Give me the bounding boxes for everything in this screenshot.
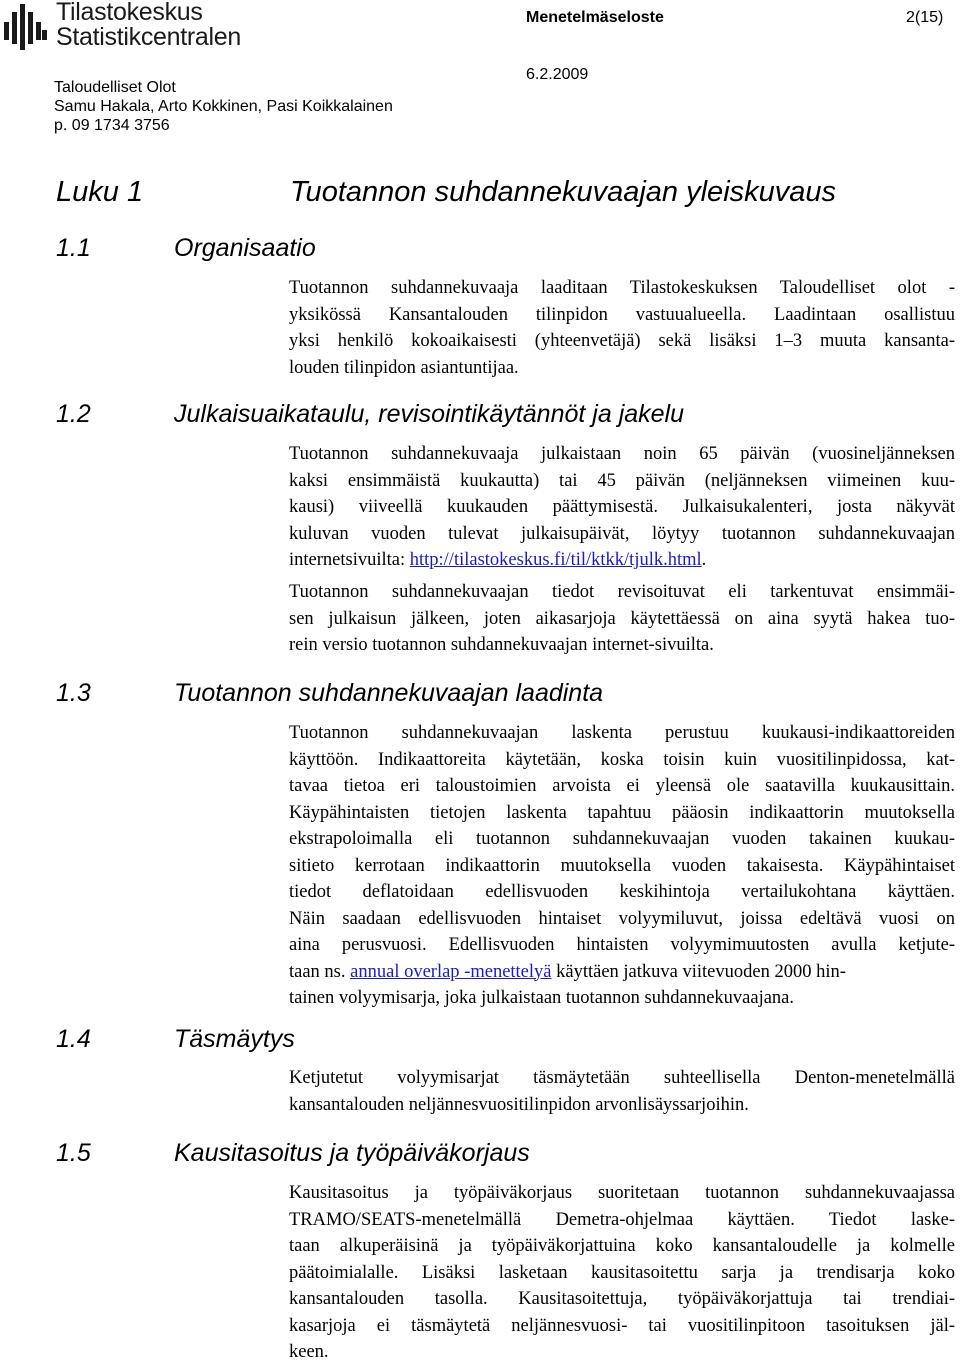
chapter-title: Tuotannon suhdannekuvaajan yleiskuvaus <box>290 176 837 208</box>
section-1-5-paragraph <box>289 1180 955 1366</box>
logo-text-sv: Statistikcentralen <box>56 23 241 51</box>
section-heading-1-3 <box>56 679 603 708</box>
text-line: Käypähintaisten tietojen laskenta tapahtuu pääosin indikaattorin muutoksella <box>289 802 955 823</box>
text-line: Näin saadaan edellisvuoden hintaiset volyymiluvut, joissa edeltävä vuosi on <box>289 908 955 929</box>
text-line: kansantalouden tasolla. Kausitasoitettuja, työpäiväkorjattuja tai trendiai- <box>289 1289 955 1309</box>
chapter-number: Luku 1 <box>56 176 144 208</box>
text-line: yksi henkilö kokoaikaisesti (yhteenvetäjä) sekä lisäksi 1–3 muuta kansanta- <box>289 331 955 351</box>
department: Taloudelliset Olot <box>54 79 176 96</box>
text-line: tiedot deflatoidaan edellisvuoden keskihintoja vertailukohtana käyttäen. <box>289 882 955 902</box>
section-title: Tuotannon suhdannekuvaajan laadinta <box>174 679 604 707</box>
text-line: kasarjoja ei täsmäytetä neljännesvuosi- tai vuositilinpitoon tasoituksen jäl- <box>289 1315 955 1336</box>
text-line: louden tilinpidon asiantuntijaa. <box>289 357 519 378</box>
section-1-2-paragraph-1 <box>289 441 955 574</box>
text-line-with-link <box>289 547 955 574</box>
section-number: 1.5 <box>56 1139 91 1167</box>
logo-text-fi: Tilastokeskus <box>56 0 203 26</box>
section-number: 1.1 <box>56 234 91 262</box>
section-title: Organisaatio <box>174 234 316 262</box>
text-line: Tuotannon suhdannekuvaaja julkaistaan noin 65 päivän (vuosineljänneksen <box>289 444 955 464</box>
annual-overlap-link[interactable]: annual overlap -menettelyä <box>350 961 552 982</box>
section-number: 1.2 <box>56 400 91 428</box>
text-line: kansantalouden neljännesvuositilinpidon arvonlisäyssarjoihin. <box>289 1094 749 1115</box>
section-1-1-paragraph <box>289 275 955 381</box>
text-line: kausi) viiveellä kuukauden päättymisestä. Julkaisukalenteri, josta näkyvät <box>289 497 955 517</box>
text-line: aina perusvuosi. Edellisvuoden hintaisten volyymimuutosten avulla ketjute- <box>289 935 955 955</box>
section-heading-1-4 <box>56 1025 295 1054</box>
text-line: kuluvan vuoden tulevat julkaisupäivät, löytyy tuotannon suhdannekuvaajan <box>289 523 955 544</box>
text-line: rein versio tuotannon suhdannekuvaajan internet-sivuilta. <box>289 635 714 655</box>
section-heading-1-1 <box>56 234 316 263</box>
text-line: sen julkaisun jälkeen, joten aikasarjoja käytettäessä on aina syytä hakea tuo- <box>289 608 955 629</box>
text-line: sitieto kerrotaan indikaattorin muutoksella vuoden takaisesta. Käypähintaiset <box>289 855 955 876</box>
section-number: 1.3 <box>56 679 91 707</box>
section-title: Kausitasoitus ja työpäiväkorjaus <box>174 1139 530 1167</box>
text-line: Ketjutetut volyymisarjat täsmäytetään suhteellisella Denton-menetelmällä <box>289 1068 955 1088</box>
text-line: TRAMO/SEATS-menetelmällä Demetra-ohjelmaa käyttäen. Tiedot laske- <box>289 1209 955 1230</box>
text-line: tavaa tietoa eri taloustoimien arvoista ei yleensä ole saatavilla kuukausittain. <box>289 776 955 796</box>
text-line-with-link <box>289 959 955 986</box>
statistics-finland-logo <box>4 0 241 54</box>
link-suffix: käyttäen jatkuva viitevuoden 2000 hin- <box>551 961 846 982</box>
text-line: päätoimialalle. Lisäksi lasketaan kausitasoitettu sarja ja trendisarja koko <box>289 1262 955 1283</box>
link-prefix: taan ns. <box>289 961 351 982</box>
text-line: käyttöön. Indikaattoreita käytetään, koska toisin kuin vuositilinpidossa, kat- <box>289 749 955 770</box>
link-prefix: internetsivuilta: <box>289 550 410 570</box>
section-1-3-paragraph <box>289 720 955 1012</box>
section-1-4-paragraph <box>289 1065 955 1118</box>
section-1-2-paragraph-2 <box>289 579 955 659</box>
document-type: Menetelmäseloste <box>526 9 664 26</box>
text-line: tainen volyymisarja, joka julkaistaan tuotannon suhdannekuvaajana. <box>289 988 795 1008</box>
text-line: ekstrapoloimalla eli tuotannon suhdannekuvaajan vuoden takainen kuukau- <box>289 829 955 849</box>
text-line: taan alkuperäisinä ja työpäiväkorjattuina koko kansantaloudelle ja kolmelle <box>289 1236 955 1256</box>
section-number: 1.4 <box>56 1025 91 1053</box>
text-line: Tuotannon suhdannekuvaajan laskenta perustuu kuukausi-indikaattoreiden <box>289 723 955 743</box>
section-title: Täsmäytys <box>174 1025 295 1053</box>
logo-bars-icon <box>4 4 48 54</box>
authors: Samu Hakala, Arto Kokkinen, Pasi Koikkalainen <box>54 98 393 115</box>
release-calendar-link[interactable]: http://tilastokeskus.fi/til/ktkk/tjulk.html <box>409 550 702 570</box>
phone: p. 09 1734 3756 <box>54 117 170 134</box>
section-heading-1-5 <box>56 1139 530 1168</box>
document-date: 6.2.2009 <box>526 66 589 83</box>
link-suffix: . <box>701 550 707 570</box>
section-title: Julkaisuaikataulu, revisointikäytännöt ja jakelu <box>174 400 685 428</box>
page-number: 2(15) <box>906 9 944 26</box>
text-line: kaksi ensimmäistä kuukautta) tai 45 päivän (neljänneksen viimeinen kuu- <box>289 470 955 491</box>
text-line: yksikössä Kansantalouden tilinpidon vastuualueella. Laadintaan osallistuu <box>289 304 955 325</box>
text-line: Kausitasoitus ja työpäiväkorjaus suoritetaan tuotannon suhdannekuvaajassa <box>289 1183 955 1203</box>
header-contact-block <box>54 78 393 135</box>
text-line: Tuotannon suhdannekuvaaja laaditaan Tilastokeskuksen Taloudelliset olot - <box>289 278 955 298</box>
text-line: keen. <box>289 1342 329 1362</box>
section-heading-1-2 <box>56 400 684 429</box>
text-line: Tuotannon suhdannekuvaajan tiedot revisoituvat eli tarkentuvat ensimmäi- <box>289 582 955 602</box>
